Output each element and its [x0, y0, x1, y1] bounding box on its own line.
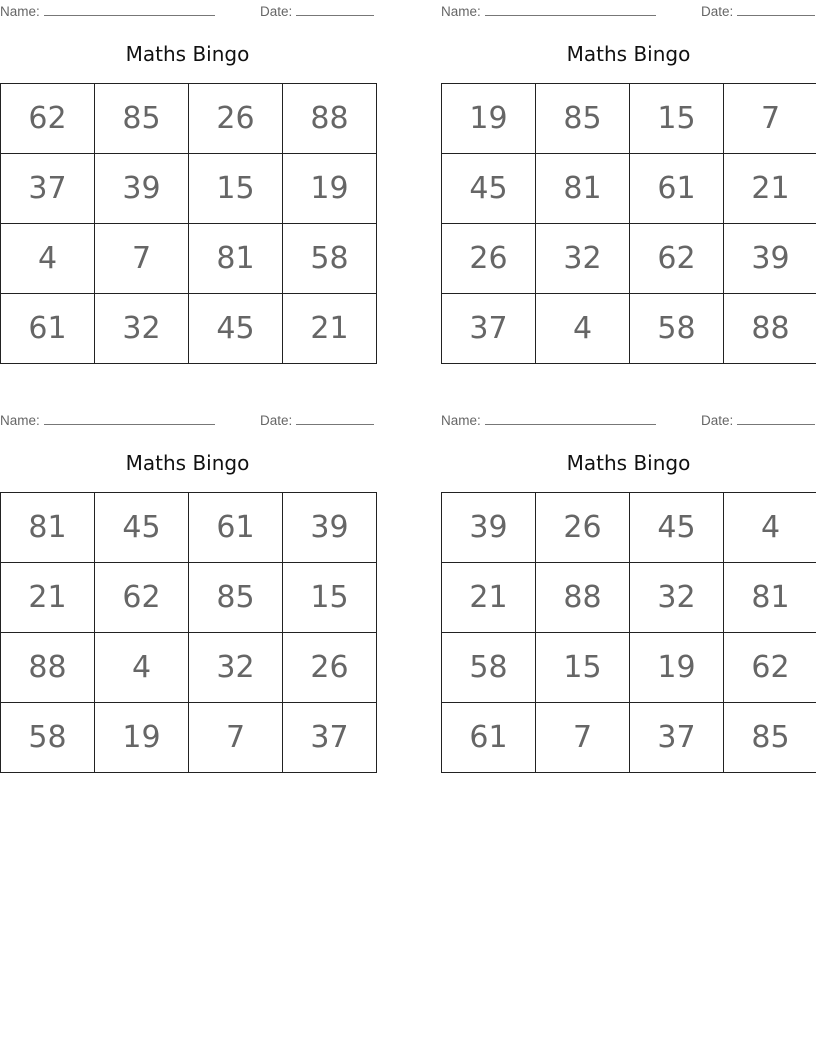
date-field[interactable]: [260, 2, 374, 19]
grid-cell: 58: [442, 633, 536, 703]
grid-cell: 37: [442, 294, 536, 364]
name-blank-line[interactable]: [44, 2, 215, 16]
grid-cell: 45: [189, 294, 283, 364]
grid-cell: 81: [536, 154, 630, 224]
grid-cell: 7: [724, 84, 816, 154]
grid-cell: 58: [283, 224, 377, 294]
grid-row: [442, 154, 816, 224]
grid-cell: 88: [536, 563, 630, 633]
grid-row: [442, 224, 816, 294]
grid-row: [1, 294, 377, 364]
grid-cell: 61: [630, 154, 724, 224]
card-header: [0, 409, 376, 431]
grid-cell: 85: [189, 563, 283, 633]
grid-cell: 62: [95, 563, 189, 633]
grid-cell: 19: [95, 703, 189, 773]
grid-cell: 81: [189, 224, 283, 294]
date-label: Date:: [701, 413, 734, 428]
name-field[interactable]: [0, 411, 215, 428]
grid-cell: 4: [95, 633, 189, 703]
grid-cell: 4: [724, 493, 816, 563]
bingo-card-1: [0, 0, 376, 346]
grid-cell: 81: [1, 493, 95, 563]
grid-cell: 88: [724, 294, 816, 364]
date-blank-line[interactable]: [296, 2, 374, 16]
grid-cell: 37: [630, 703, 724, 773]
name-label: Name:: [441, 413, 481, 428]
grid-cell: 85: [95, 84, 189, 154]
bingo-card-3: [0, 409, 376, 755]
bingo-grid: [0, 83, 377, 364]
grid-cell: 15: [283, 563, 377, 633]
grid-cell: 26: [189, 84, 283, 154]
date-blank-line[interactable]: [737, 2, 815, 16]
grid-row: [1, 493, 377, 563]
card-header: [441, 0, 816, 22]
name-blank-line[interactable]: [485, 411, 656, 425]
grid-cell: 21: [442, 563, 536, 633]
grid-cell: 39: [442, 493, 536, 563]
bingo-grid: [441, 83, 816, 364]
card-title: Maths Bingo: [125, 42, 250, 66]
date-label: Date:: [260, 413, 293, 428]
grid-row: [442, 633, 816, 703]
grid-cell: 88: [283, 84, 377, 154]
grid-cell: 39: [283, 493, 377, 563]
name-field[interactable]: [0, 2, 215, 19]
bingo-card-4: [441, 409, 816, 755]
name-blank-line[interactable]: [44, 411, 215, 425]
card-title: Maths Bingo: [566, 42, 691, 66]
grid-cell: 62: [630, 224, 724, 294]
grid-cell: 58: [630, 294, 724, 364]
date-field[interactable]: [701, 411, 815, 428]
grid-cell: 26: [536, 493, 630, 563]
bingo-card-2: [441, 0, 816, 346]
date-blank-line[interactable]: [737, 411, 815, 425]
grid-cell: 21: [724, 154, 816, 224]
grid-cell: 61: [189, 493, 283, 563]
grid-cell: 15: [536, 633, 630, 703]
grid-cell: 19: [283, 154, 377, 224]
grid-cell: 88: [1, 633, 95, 703]
name-field[interactable]: [441, 411, 656, 428]
grid-row: [442, 563, 816, 633]
grid-cell: 37: [1, 154, 95, 224]
grid-cell: 32: [536, 224, 630, 294]
grid-cell: 39: [724, 224, 816, 294]
grid-cell: 58: [1, 703, 95, 773]
grid-cell: 45: [630, 493, 724, 563]
grid-cell: 62: [724, 633, 816, 703]
name-blank-line[interactable]: [485, 2, 656, 16]
grid-row: [1, 154, 377, 224]
grid-row: [1, 633, 377, 703]
date-field[interactable]: [701, 2, 815, 19]
grid-cell: 7: [189, 703, 283, 773]
card-header: [0, 0, 376, 22]
card-header: [441, 409, 816, 431]
grid-cell: 85: [724, 703, 816, 773]
grid-cell: 61: [442, 703, 536, 773]
date-field[interactable]: [260, 411, 374, 428]
name-label: Name:: [0, 413, 40, 428]
name-field[interactable]: [441, 2, 656, 19]
grid-cell: 26: [283, 633, 377, 703]
grid-row: [442, 703, 816, 773]
name-label: Name:: [441, 4, 481, 19]
grid-cell: 37: [283, 703, 377, 773]
grid-row: [442, 294, 816, 364]
grid-cell: 39: [95, 154, 189, 224]
grid-cell: 21: [283, 294, 377, 364]
grid-cell: 7: [536, 703, 630, 773]
grid-cell: 45: [95, 493, 189, 563]
grid-row: [1, 84, 377, 154]
grid-cell: 45: [442, 154, 536, 224]
grid-cell: 15: [189, 154, 283, 224]
grid-cell: 61: [1, 294, 95, 364]
card-title: Maths Bingo: [125, 451, 250, 475]
grid-cell: 62: [1, 84, 95, 154]
date-label: Date:: [260, 4, 293, 19]
grid-cell: 26: [442, 224, 536, 294]
grid-cell: 32: [95, 294, 189, 364]
grid-row: [442, 84, 816, 154]
grid-cell: 21: [1, 563, 95, 633]
grid-row: [442, 493, 816, 563]
grid-cell: 19: [442, 84, 536, 154]
card-title: Maths Bingo: [566, 451, 691, 475]
grid-cell: 15: [630, 84, 724, 154]
grid-cell: 32: [630, 563, 724, 633]
grid-cell: 32: [189, 633, 283, 703]
bingo-grid: [0, 492, 377, 773]
name-label: Name:: [0, 4, 40, 19]
grid-row: [1, 703, 377, 773]
grid-cell: 4: [1, 224, 95, 294]
grid-cell: 19: [630, 633, 724, 703]
date-label: Date:: [701, 4, 734, 19]
grid-row: [1, 224, 377, 294]
grid-cell: 7: [95, 224, 189, 294]
grid-cell: 4: [536, 294, 630, 364]
date-blank-line[interactable]: [296, 411, 374, 425]
bingo-grid: [441, 492, 816, 773]
grid-row: [1, 563, 377, 633]
grid-cell: 81: [724, 563, 816, 633]
grid-cell: 85: [536, 84, 630, 154]
